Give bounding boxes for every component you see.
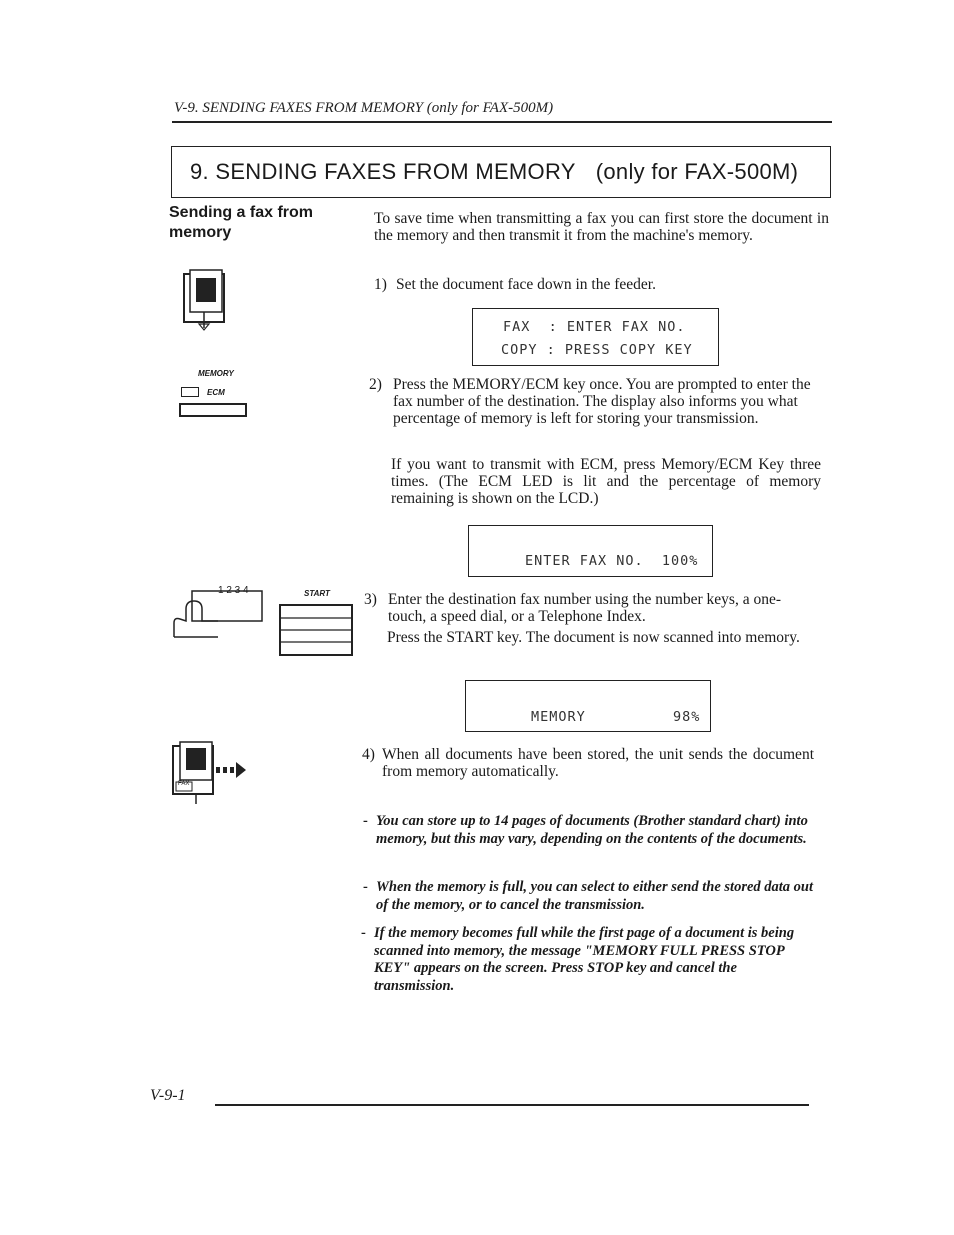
step-3-text: Enter the destination fax number using the number keys, a one-touch, a speed dial, or a Telephone Index. [388,591,781,625]
start-key-label: START [304,589,330,598]
lcd-1-line-2: COPY : PRESS COPY KEY [501,342,693,358]
step-2-text: Press the MEMORY/ECM key once. You are prompted to enter the fax number of the destination. The display also informs you what percentage of memory is left for storing your transmission. [393,376,811,427]
side-heading: Sending a fax from memory [169,204,314,241]
document-feeder-icon [180,268,228,332]
fax-label: FAX [178,781,190,787]
step-1-text: Set the document face down in the feeder. [396,276,656,293]
memory-ecm-key [179,403,247,417]
memory-key-label: MEMORY [198,369,234,378]
start-key-icon [279,604,353,656]
lcd-3-value: 98% [673,709,701,725]
running-header: V-9. SENDING FAXES FROM MEMORY (only for FAX-500M) [174,100,554,116]
lcd-1-line-1: FAX : ENTER FAX NO. [503,319,686,335]
section-title-box [171,146,831,198]
step-4-number: 4) [362,746,375,763]
fax-send-icon [170,740,250,806]
number-keys-label: 1 2 3 4 [218,585,249,596]
lcd-2-line-1: ENTER FAX NO. 100% [525,553,699,569]
header-rule [172,121,832,123]
ecm-label: ECM [207,388,225,397]
lcd-display-2 [468,525,713,577]
step-3-number: 3) [364,591,377,608]
intro-paragraph: To save time when transmitting a fax you can first store the document in the memory and then transmit it from the machine's memory. [374,210,829,244]
step-2-number: 2) [369,376,382,393]
section-title-main: 9. SENDING FAXES FROM MEMORY [190,159,576,184]
ecm-led-icon [181,387,199,397]
lcd-3-line-1: MEMORY [531,709,586,725]
lcd-display-3 [465,680,711,732]
step-1-number: 1) [374,276,387,293]
page-number: V-9-1 [150,1087,186,1104]
lcd-display-1 [472,308,719,366]
section-title [190,159,798,185]
note-2: - When the memory is full, you can select to either send the stored data out of the memory, or to cancel the transmission. [363,879,814,913]
step-4-text: When all documents have been stored, the unit sends the document from memory automatically. [382,746,814,780]
section-title-suffix: (only for FAX-500M) [595,159,799,184]
note-3: - If the memory becomes full while the first page of a document is being scanned into memory, the message "MEMORY FULL PRESS STOP KEY" appears on the screen. Press STOP key and cancel the transmission. [361,925,795,994]
note-1: - You can store up to 14 pages of documents (Brother standard chart) into memory, but this may vary, depending on the contents of the documents. [363,813,808,847]
step-3-start-text: Press the START key. The document is now scanned into memory. [387,629,800,646]
footer-rule [215,1104,809,1106]
step-2-ecm-text: If you want to transmit with ECM, press Memory/ECM Key three times. (The ECM LED is lit and the percentage of memory remaining is shown on the LCD.) [391,456,821,507]
